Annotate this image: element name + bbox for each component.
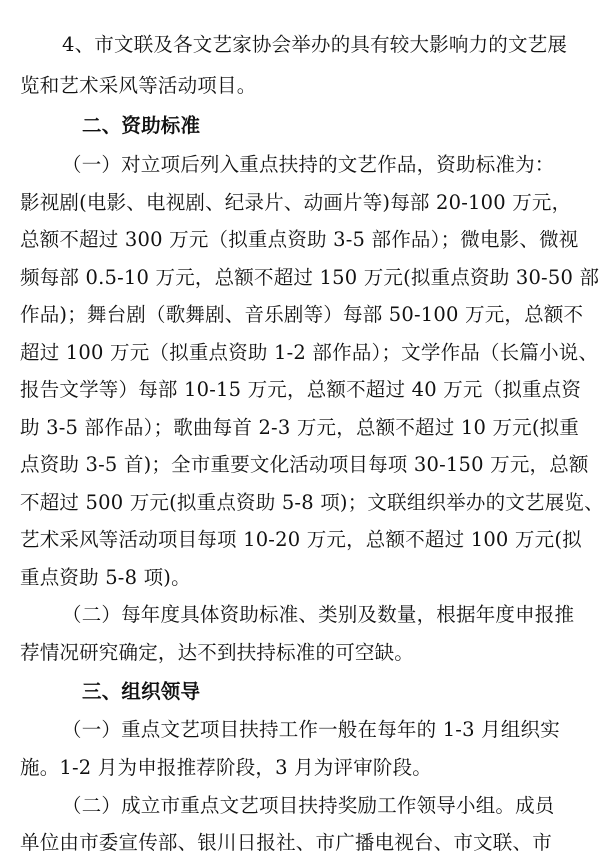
paragraph-line: 施。1-2 月为申报推荐阶段，3 月为评审阶段。	[20, 756, 433, 779]
paragraph-line: 重点资助 5-8 项)。	[20, 566, 191, 589]
paragraph-line: 单位由市委宣传部、银川日报社、市广播电视台、市文联、市	[20, 831, 552, 854]
paragraph-line: （一）对立项后列入重点扶持的文艺作品，资助标准为：	[62, 153, 555, 176]
paragraph-line: 超过 100 万元（拟重点资助 1-2 部作品）；文学作品（长篇小说、	[20, 341, 599, 364]
section-heading: 三、组织领导	[82, 680, 201, 703]
paragraph-line: （二）成立市重点文艺项目扶持奖励工作领导小组。成员	[62, 794, 555, 817]
paragraph-line: 不超过 500 万元(拟重点资助 5-8 项)；文联组织举办的文艺展览、	[20, 491, 604, 514]
paragraph-line: 频每部 0.5-10 万元，总额不超过 150 万元(拟重点资助 30-50 部	[20, 266, 600, 289]
paragraph-line: 荐情况研究确定，达不到扶持标准的可空缺。	[20, 641, 415, 664]
paragraph-line: 总额不超过 300 万元（拟重点资助 3-5 部作品）；微电影、微视	[20, 228, 579, 251]
paragraph-line: （一）重点文艺项目扶持工作一般在每年的 1-3 月组织实	[62, 718, 560, 741]
paragraph-line: 艺术采风等活动项目每项 10-20 万元，总额不超过 100 万元(拟	[20, 528, 582, 551]
paragraph-line: （二）每年度具体资助标准、类别及数量，根据年度申报推	[62, 603, 575, 626]
paragraph-line: 览和艺术采风等活动项目。	[20, 74, 257, 97]
paragraph-line: 作品)；舞台剧（歌舞剧、音乐剧等）每部 50-100 万元，总额不	[20, 303, 584, 326]
paragraph-line: 影视剧(电影、电视剧、纪录片、动画片等)每部 20-100 万元，	[20, 191, 572, 214]
paragraph-line: 助 3-5 部作品）；歌曲每首 2-3 万元，总额不超过 10 万元(拟重	[20, 416, 580, 439]
paragraph-line: 点资助 3-5 首)；全市重要文化活动项目每项 30-150 万元，总额	[20, 453, 589, 476]
paragraph-line: 4、市文联及各文艺家协会举办的具有较大影响力的文艺展	[62, 33, 568, 56]
paragraph-line: 报告文学等）每部 10-15 万元，总额不超过 40 万元（拟重点资	[20, 378, 582, 401]
section-heading: 二、资助标准	[82, 114, 201, 137]
